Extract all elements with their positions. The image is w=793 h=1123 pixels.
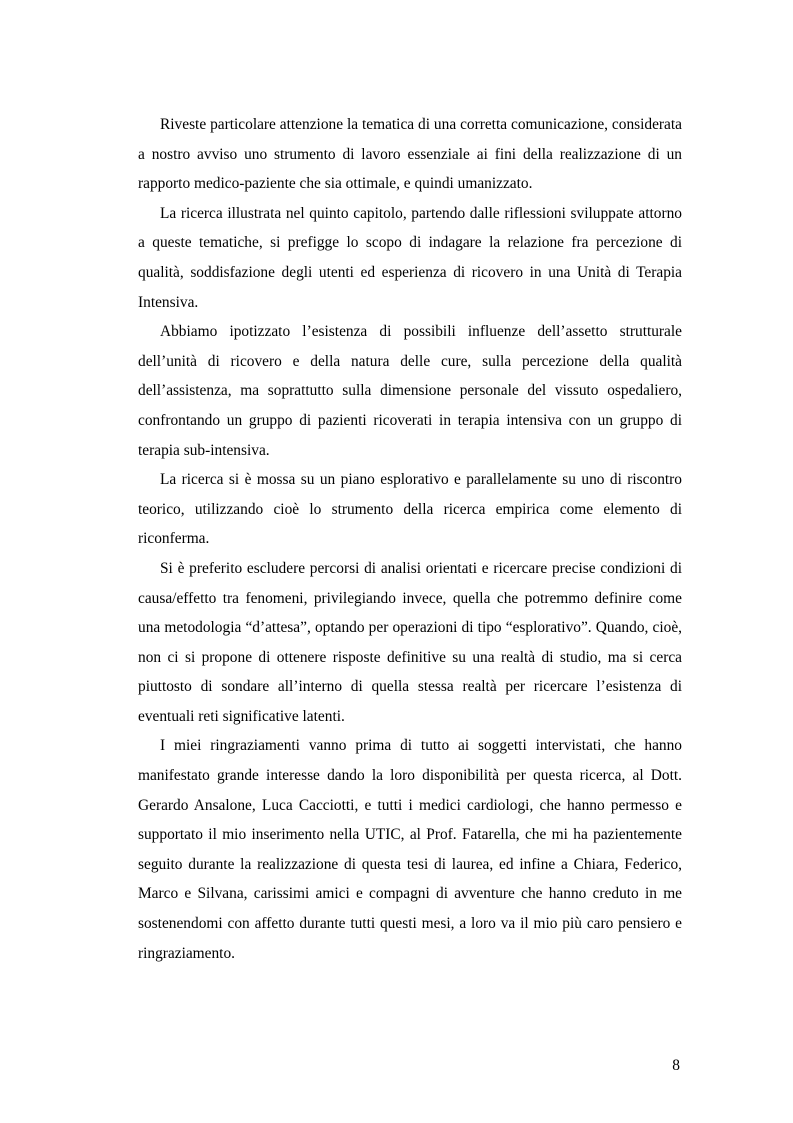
paragraph-exploratory-plan: La ricerca si è mossa su un piano esplorativo e parallelamente su uno di riscontro teorico, utilizzando cioè lo strumento della ricerca empirica come elemento di riconferma. — [138, 471, 682, 548]
paragraph-acknowledgements: I miei ringraziamenti vanno prima di tutto ai soggetti intervistati, che hanno manifestato grande interesse dando la loro disponibilità per questa ricerca, al Dott. Gerardo Ansalone, Luca Cacciotti, e tutti i medici cardiologi, che hanno permesso e supportato il mio inserimento nella UTIC, al Prof. Fatarella, che mi ha pazientemente seguito durante la realizzazione di questa tesi di laurea, ed infine a Chiara, Federico, Marco e Silvana, carissimi amici e compagni di avventure che hanno creduto in me sostenendomi con affetto durante tutti questi mesi, a loro va il mio più caro pensiero e ringraziamento. — [138, 737, 682, 962]
body-text — [138, 110, 682, 968]
paragraph-methodology: Si è preferito escludere percorsi di analisi orientati e ricercare precise condizioni di causa/effetto tra fenomeni, privilegiando invece, quella che potremmo definire come una metodologia “d’attesa”, optando per operazioni di tipo “esplorativo”. Quando, cioè, non ci si propone di ottenere risposte definitive su una realtà di studio, ma si cerca piuttosto di sondare all’interno di quella stessa realtà per ricercare l’esistenza di eventuali reti significative latenti. — [138, 559, 682, 725]
paragraph-communication: Riveste particolare attenzione la tematica di una corretta comunicazione, considerata a nostro avviso uno strumento di lavoro essenziale ai fini della realizzazione di un rapporto medico-paziente che sia ottimale, e quindi umanizzato. — [138, 116, 682, 193]
page-number: 8 — [672, 1057, 680, 1074]
paragraph-research-aim: La ricerca illustrata nel quinto capitolo, partendo dalle riflessioni sviluppate attorno a queste tematiche, si prefigge lo scopo di indagare la relazione fra percezione di qualità, soddisfazione degli utenti ed esperienza di ricovero in una Unità di Terapia Intensiva. — [138, 204, 682, 311]
paragraph-hypothesis: Abbiamo ipotizzato l’esistenza di possibili influenze dell’assetto strutturale dell’unità di ricovero e della natura delle cure, sulla percezione della qualità dell’assistenza, ma soprattutto sulla dimensione personale del vissuto ospedaliero, confrontando un gruppo di pazienti ricoverati in terapia intensiva con un gruppo di terapia sub-intensiva. — [138, 323, 682, 459]
